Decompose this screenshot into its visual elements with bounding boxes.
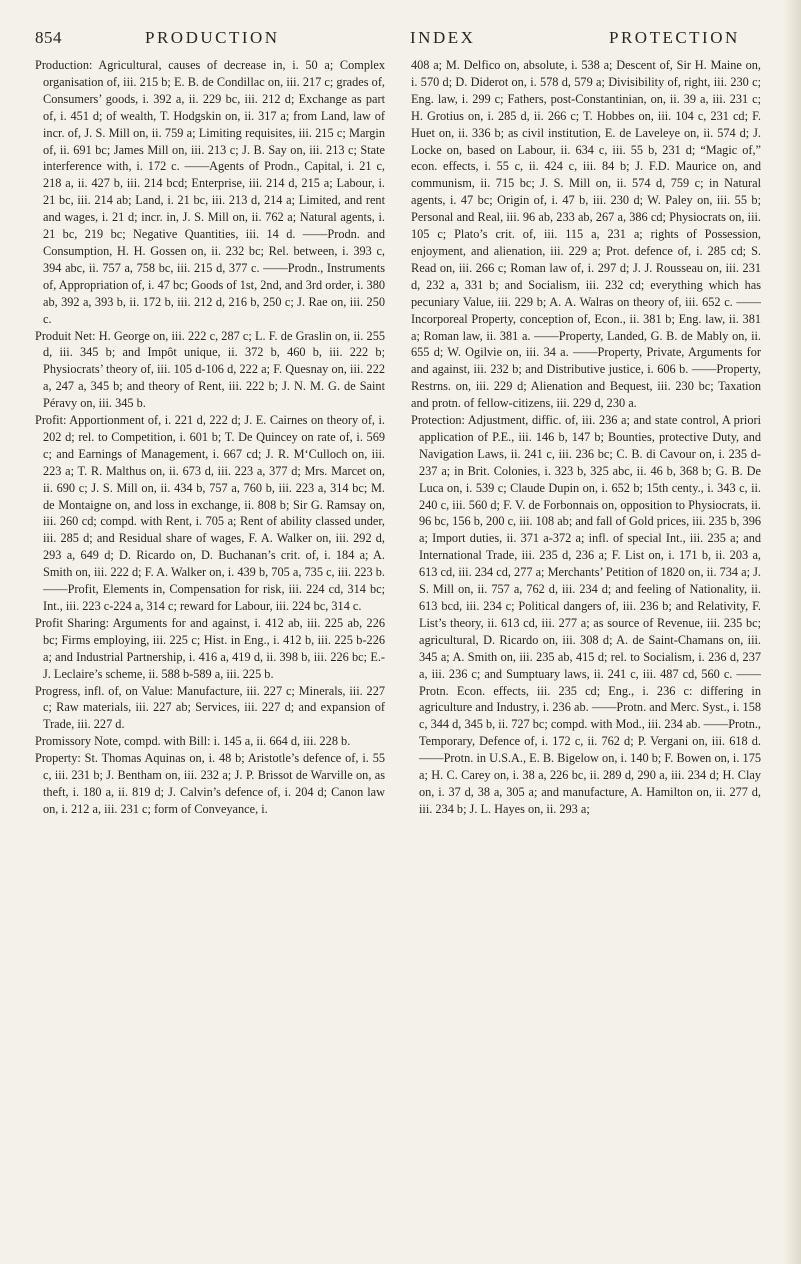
index-entry-promissory-note: Promissory Note, compd. with Bill: i. 145 a, ii. 664 d, iii. 228 b. — [35, 734, 351, 749]
index-entry-property: Property: St. Thomas Aquinas on, i. 48 b; Aristotle’s defence of, i. 55 c, iii. 231 b; J. Bentham on, iii. 232 a; J. P. Brissot de Warville on, as theft, i. 180 a, ii. 819 d; J. Calvin’s defence of, i. 204 d; Canon law on, i. 212 a, iii. 231 c; form of Conveyance, i. — [35, 751, 385, 816]
index-columns — [35, 57, 761, 1247]
index-column-left — [35, 57, 385, 1247]
index-entry-property-continued: 408 a; M. Delfico on, absolute, i. 538 a; Descent of, Sir H. Maine on, i. 570 d; D. Diderot on, i. 578 d, 579 a; Divisibility of, right, iii. 230 c; Eng. law, i. 299 c; Fathers, post-Constantinian, on, ii. 39 a, iii. 231 c; H. Grotius on, i. 285 d, ii. 266 c; T. Hobbes on, iii. 104 c, 231 cd; F. Huet on, ii. 336 b; as civil institution, E. de Laveleye on, ii. 574 d; J. Locke on, based on Labour, ii. 634 c, iii. 55 b, 231 d; “Magic of,” econ. effects, i. 55 c, ii. 424 c, iii. 84 b; J. F.D. Maurice on, and communism, ii. 715 bc; J. S. Mill on, ii. 574 d, 759 c; in Natural agents, i. 47 bc; Origin of, i. 47 b, iii. 230 d; W. Paley on, iii. 55 b; Personal and Real, iii. 96 ab, 233 ab, 267 a, 386 cd; Physiocrats on, iii. 105 c; Plato’s crit. of, iii. 115 a, 231 a; rights of Possession, enjoyment, and alienation, iii. 229 a; Prot. defence of, i. 285 cd; S. Read on, iii. 266 c; Roman law of, i. 297 d; J. J. Rousseau on, iii. 231 d, 232 a, 331 b; and Socialism, iii. 232 cd; everything which has pecuniary Value, iii. 229 b; A. A. Walras on theory of, iii. 652 c. ——Incorporeal Property, conception of, Econ., ii. 381 b; Eng. law, ii. 381 a; Roman law, ii. 381 a. ——Property, Landed, G. B. de Mably on, ii. 655 d; W. Ogilvie on, iii. 34 a. ——Property, Private, Arguments for and against, iii. 232 b; and Distributive justice, i. 606 b. ——Property, Restrns. on, iii. 229 d; Alienation and Bequest, iii. 230 bc; Taxation and protn. of fellow-citizens, iii. 229 d, 230 a. — [411, 58, 761, 411]
running-head-right: PROTECTION — [609, 28, 740, 47]
index-entry-protection: Protection: Adjustment, diffic. of, iii. 236 a; and state control, A priori application of P.E., iii. 146 b, 147 b; Bounties, protective Duty, and Navigation Laws, ii. 241 c, iii. 236 bc; C. B. di Cavour on, i. 235 d-237 a; in Brit. Colonies, i. 323 b, 325 abc, ii. 46 b, 368 b; G. B. De Luca on, i. 539 c; Claude Dupin on, i. 652 b; 15th centy., i. 343 c, ii. 240 c, iii. 560 d; F. V. de Forbonnais on, opposition to Physiocrats, ii. 96 bc, 156 b, 200 c, iii. 108 ab; and fall of Gold prices, iii. 235 b, 396 a; Import duties, ii. 371 a-372 a; infl. of special Int., iii. 235 a; and International Trade, iii. 235 d, 236 a; F. List on, i. 171 b, ii. 203 a, 613 cd, iii. 234 cd, 277 a; Merchants’ Petition of 1820 on, ii. 734 a; J. S. Mill on, ii. 757 a, 762 d, iii. 234 d; and feeling of Nationality, ii. 613 bcd, iii. 234 c; Political dangers of, iii. 236 b; and Relativity, F. List’s theory, ii. 613 cd, iii. 277 a; as source of Revenue, iii. 235 bc; agricultural, D. Ricardo on, iii. 308 d; A. de Saint-Chamans on, iii. 345 a; A. Smith on, iii. 235 ab, 415 d; rel. to Socialism, i. 236 d, 237 a, iii. 236 c; and Sumptuary laws, ii. 241 c, iii. 487 cd, 560 c. ——Protn. Econ. effects, iii. 235 cd; Eng., i. 236 c: differing in agriculture and Industry, i. 236 ab. ——Protn. and Merc. Syst., i. 158 c, 344 d, 345 b, ii. 727 bc; compd. with Mod., iii. 234 ab. ——Protn., Temporary, Defence of, i. 172 c, ii. 762 d; P. Vergani on, iii. 618 d. ——Protn. in U.S.A., E. B. Bigelow on, i. 140 b; F. Bowen on, i. 175 a; H. C. Carey on, i. 38 a, 226 bc, ii. 289 d, 290 a, iii. 234 d; H. Clay on, i. 37 d, 38 a, 305 a; and manufacture, A. Hamilton on, ii. 277 d, iii. 234 b; J. L. Hayes on, ii. 293 a; — [411, 413, 761, 816]
page-header — [35, 28, 765, 50]
page-number: 854 — [35, 28, 62, 47]
index-entry-profit: Profit: Apportionment of, i. 221 d, 222 d; J. E. Cairnes on theory of, i. 202 d; rel. to Competition, i. 601 b; T. De Quincey on rate of, i. 569 c; and Earnings of Management, i. 667 cd; J. R. M‘Culloch on, iii. 223 a; T. R. Malthus on, ii. 673 d, iii. 223 a, 377 d; Mrs. Marcet on, ii. 690 c; J. S. Mill on, ii. 434 b, 757 a, 760 b, iii. 223 a, 314 bc; M. de Montaigne on, and loss in exchange, ii. 808 b; Sir G. Ramsay on, iii. 260 cd; compd. with Rent, i. 705 a; Rent of ability classed under, iii. 285 d; and Residual share of wages, F. A. Walker on, iii. 292 d, 293 a, 649 d; D. Ricardo on, D. Buchanan’s crit. of, i. 184 a; A. Smith on, iii. 222 d; F. A. Walker on, i. 439 b, 705 a, 735 c, iii. 223 b. ——Profit, Elements in, Compensation for risk, iii. 224 cd, 314 bc; Int., iii. 223 c-224 a, 314 c; reward for Labour, iii. 224 bc, 314 c. — [35, 413, 385, 613]
running-head-left: PRODUCTION — [145, 28, 280, 47]
index-entry-produit-net: Produit Net: H. George on, iii. 222 c, 287 c; L. F. de Graslin on, ii. 255 d, iii. 345 b; and Impôt unique, ii. 372 b, 460 b, iii. 222 b; Physiocrats’ theory of, iii. 105 d-106 d, 222 a; F. Quesnay on, iii. 222 a, 247 a, 345 b; and theory of Rent, iii. 222 b; J. N. M. G. de Saint Péravy on, iii. 345 b. — [35, 328, 385, 411]
index-entry-progress: Progress, infl. of, on Value: Manufacture, iii. 227 c; Minerals, iii. 227 c; Raw materials, iii. 227 ab; Services, iii. 227 d; and expansion of Trade, iii. 227 d. — [35, 683, 385, 732]
page-edge-shadow — [783, 0, 801, 1264]
index-entry-profit-sharing: Profit Sharing: Arguments for and against, i. 412 ab, iii. 225 ab, 226 bc; Firms employing, iii. 225 c; Hist. in Eng., i. 412 b, iii. 225 b-226 a; and Industrial Partnership, i. 416 a, 419 d, ii. 398 b, iii. 226 bc; E.-J. Leclaire’s scheme, ii. 588 b-589 a, iii. 225 b. — [35, 615, 385, 681]
index-entry-production: Production: Agricultural, causes of decrease in, i. 50 a; Complex organisation of, iii. 215 b; E. B. de Condillac on, iii. 217 c; grades of, Consumers’ goods, i. 392 a, ii. 229 bc, iii. 212 d; Exchange as part of, i. 451 d; of wealth, T. Hodgskin on, ii. 317 a; from Land, law of incr. of, J. S. Mill on, ii. 759 a; Limiting requisites, iii. 215 c; Margin of, ii. 691 bc; James Mill on, iii. 213 c; J. B. Say on, iii. 213 c; State interference with, i. 172 c. ——Agents of Prodn., Capital, i. 21 c, 218 a, ii. 427 b, iii. 214 bcd; Enterprise, iii. 214 d, 215 a; Labour, i. 21 bc, iii. 214 ab; Land, i. 21 bc, iii. 213 d, 214 a; Limited, and rent and wages, i. 21 d; incr. in, J. S. Mill on, ii. 762 a; Natural agents, i. 21 bc, 219 bc; Negative Quantities, iii. 14 d. ——Prodn. and Consumption, H. H. Gossen on, ii. 232 bc; Rel. between, i. 393 c, 394 abc, ii. 757 a, 758 bc, iii. 215 d, 377 c. ——Prodn., Instruments of, Appropriation of, i. 47 bc; Goods of 1st, 2nd, and 3rd order, i. 380 ab, 392 a, 393 b, ii. 172 b, iii. 212 d, 216 b, 250 c; J. Rae on, iii. 250 c. — [35, 58, 385, 326]
index-column-right — [411, 57, 761, 1247]
running-head-center: INDEX — [410, 28, 476, 47]
